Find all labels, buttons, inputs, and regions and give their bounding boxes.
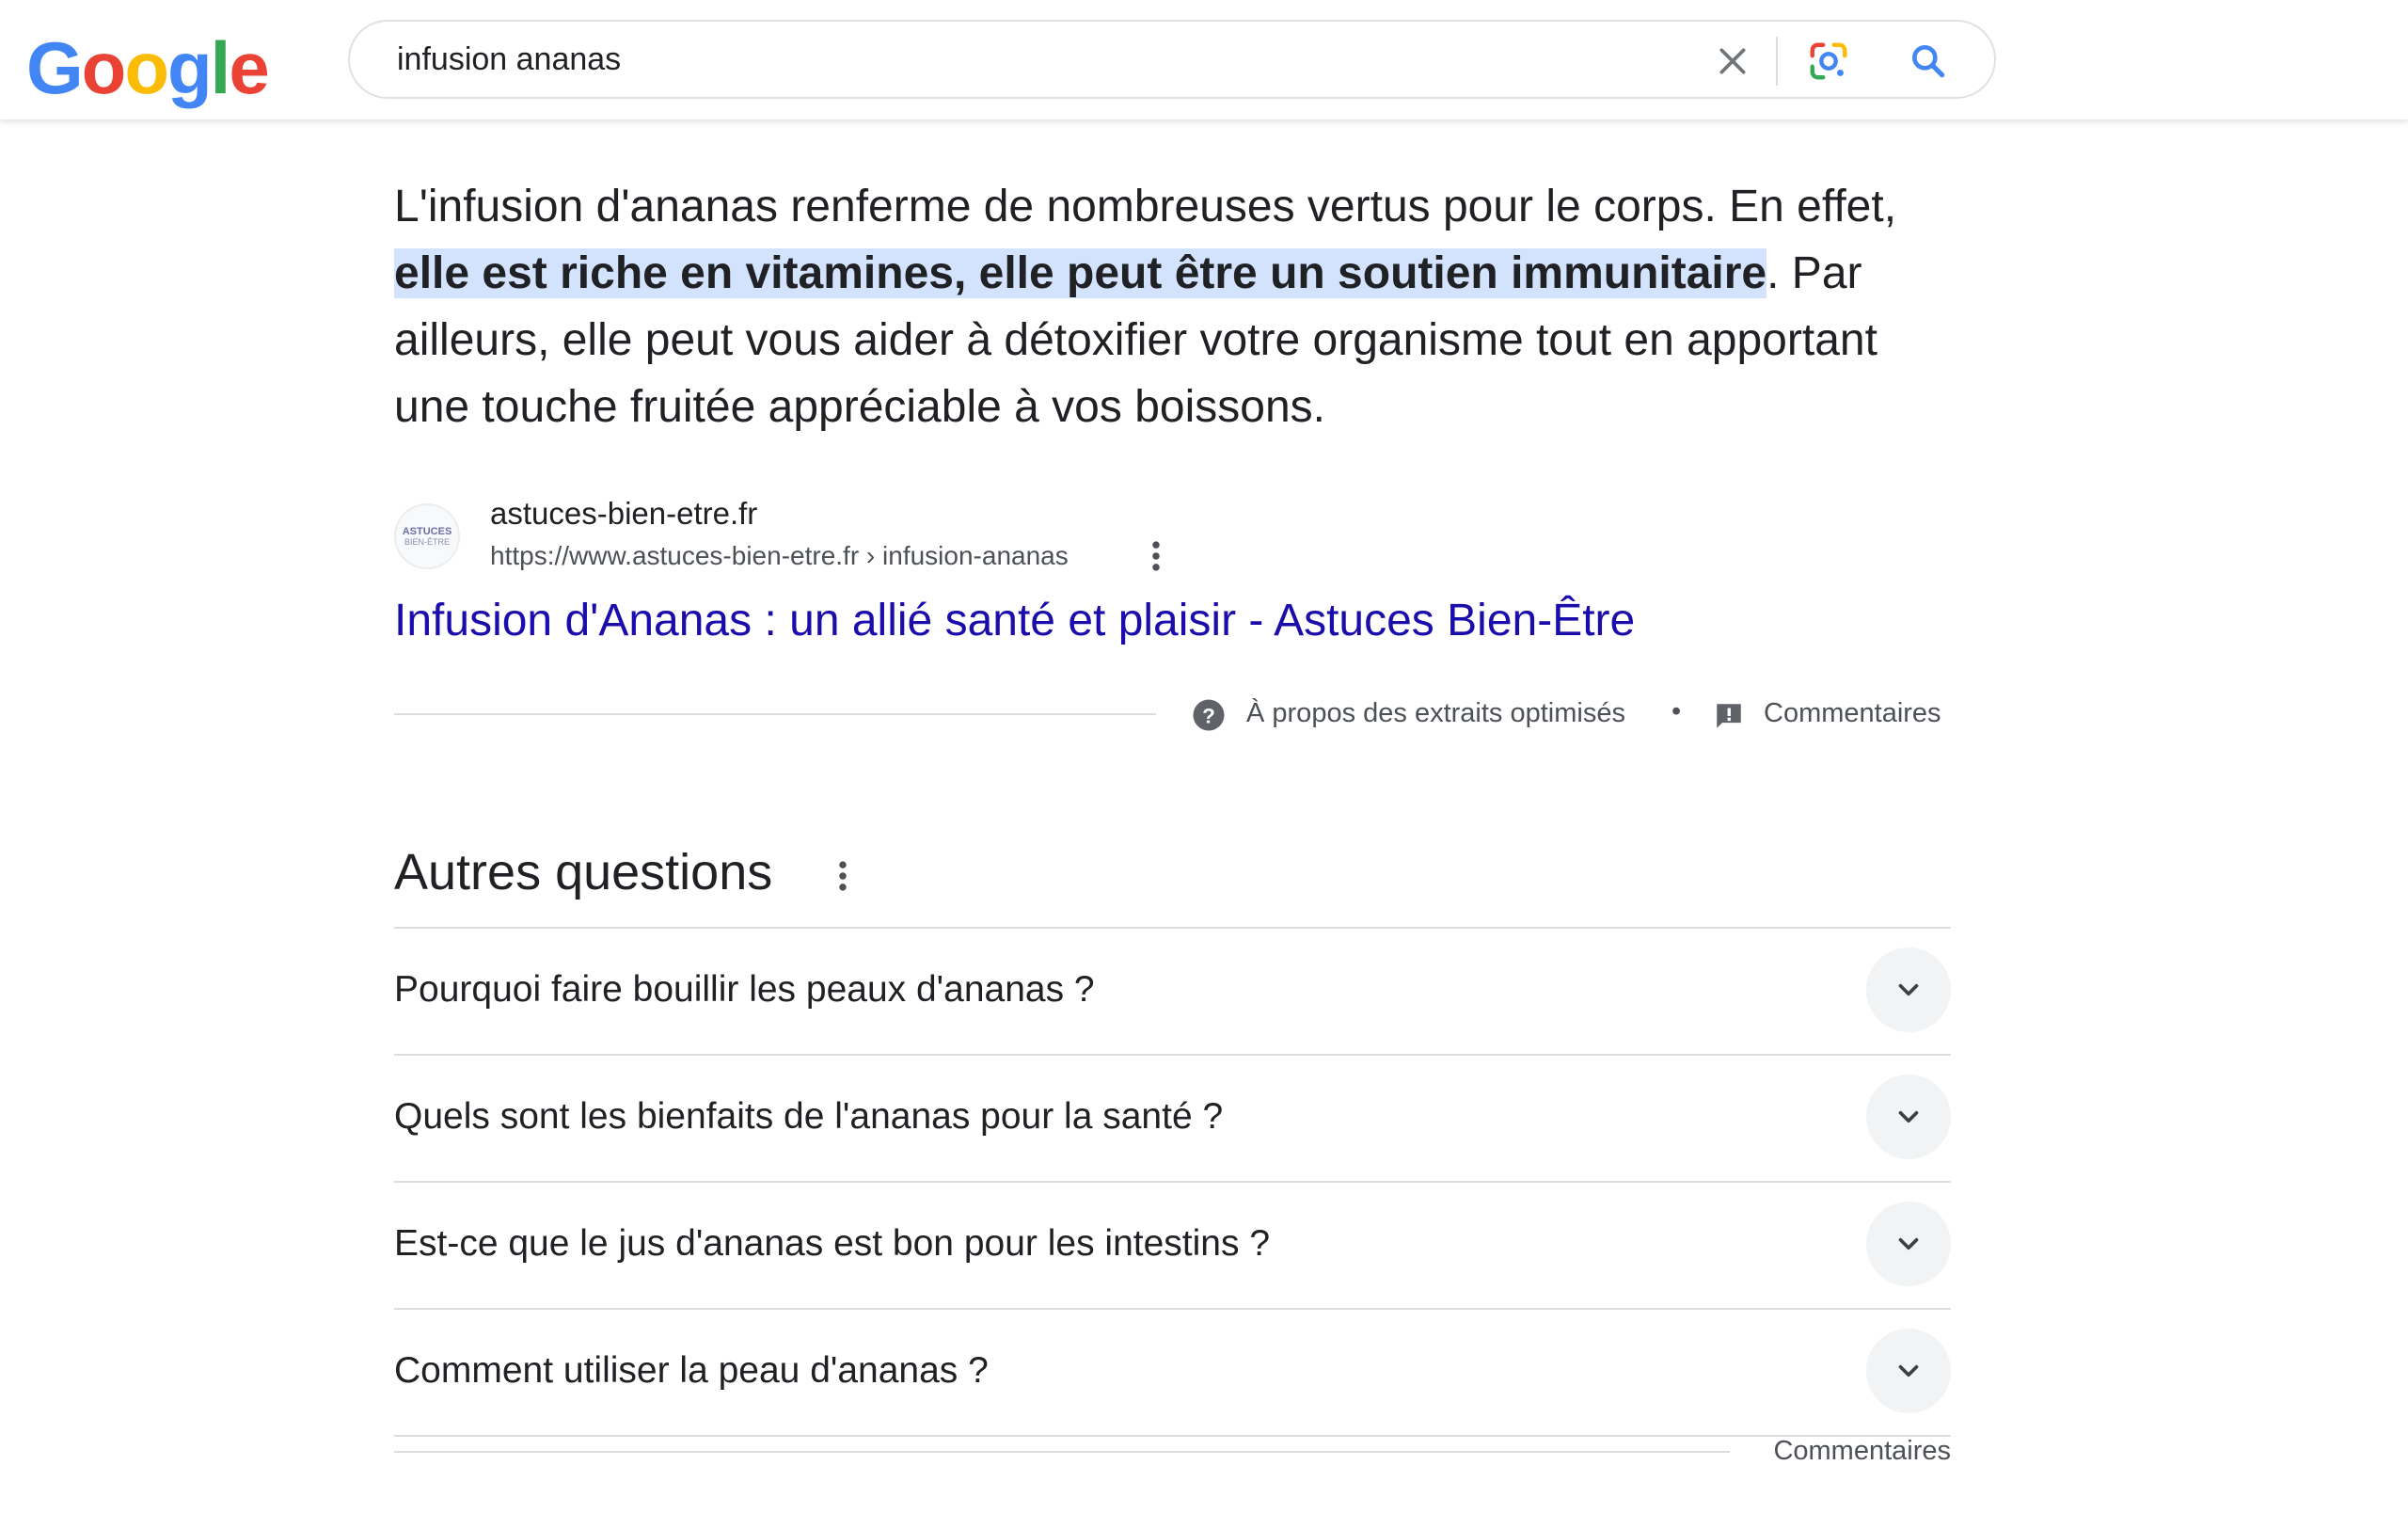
paa-footer — [394, 1432, 1951, 1470]
paa-question-text: Comment utiliser la peau d'ananas ? — [394, 1350, 989, 1391]
more-vert-icon — [1150, 540, 1162, 572]
paa-title: Autres questions — [394, 844, 773, 900]
logo-letter: g — [166, 26, 211, 109]
top-bar — [0, 0, 2408, 119]
logo-letter: o — [81, 26, 125, 109]
search-box — [348, 20, 1996, 99]
footer-divider — [394, 713, 1156, 715]
about-snippets-link[interactable]: À propos des extraits optimisés — [1246, 698, 1625, 728]
close-icon — [1714, 42, 1751, 80]
chevron-down-icon — [1893, 974, 1925, 1006]
paa-question[interactable] — [394, 929, 1951, 1056]
svg-text:?: ? — [1202, 704, 1215, 728]
chevron-down-icon — [1893, 1101, 1925, 1133]
separator-dot: • — [1671, 696, 1682, 726]
paa-question-text: Pourquoi faire bouillir les peaux d'ananas ? — [394, 969, 1095, 1010]
snippet-text-before: L'infusion d'ananas renferme de nombreuses vertus pour le corps. En effet, — [394, 182, 1897, 231]
search-button[interactable] — [1898, 31, 1958, 91]
logo-letter: e — [229, 26, 268, 109]
expand-button[interactable] — [1866, 1329, 1951, 1413]
feedback-link[interactable]: Commentaires — [1764, 698, 1941, 728]
paa-question[interactable] — [394, 1183, 1951, 1310]
logo-letter: o — [124, 26, 167, 109]
snippet-footer — [394, 694, 1951, 734]
chevron-down-icon — [1893, 1228, 1925, 1260]
site-url[interactable]: https://www.astuces-bien-etre.fr › infusion-ananas — [490, 541, 1069, 570]
logo-letter: G — [26, 26, 82, 109]
paa-list — [394, 927, 1951, 1437]
google-lens-button[interactable] — [1798, 31, 1859, 91]
site-favicon — [394, 503, 460, 569]
search-input[interactable] — [397, 35, 1620, 84]
paa-question-text: Quels sont les bienfaits de l'ananas pour la santé ? — [394, 1096, 1224, 1137]
paa-feedback-link[interactable]: Commentaires — [1773, 1436, 1951, 1466]
clear-search-button[interactable] — [1703, 31, 1763, 91]
expand-button[interactable] — [1866, 1202, 1951, 1286]
favicon-text: ASTUCES — [402, 526, 452, 537]
paa-question[interactable] — [394, 1310, 1951, 1437]
featured-snippet-text — [394, 173, 1951, 440]
paa-footer-divider — [394, 1451, 1730, 1453]
feedback-icon[interactable] — [1713, 700, 1745, 732]
logo-letter: l — [210, 26, 230, 109]
snippet-text-after: . Par ailleurs, elle peut vous aider à détoxifier votre organisme tout en apportant une touche fruitée appréciable à vos boissons. — [394, 248, 1877, 432]
more-vert-icon — [837, 860, 848, 892]
google-logo[interactable] — [26, 21, 268, 115]
help-icon[interactable] — [1192, 698, 1226, 732]
google-lens-icon — [1807, 40, 1850, 83]
site-name[interactable]: astuces-bien-etre.fr — [490, 496, 758, 531]
result-options-button[interactable] — [1137, 535, 1175, 577]
snippet-highlight: elle est riche en vitamines, elle peut être un soutien immunitaire — [394, 248, 1767, 298]
snippet-source[interactable] — [394, 494, 1617, 579]
result-title-link[interactable]: Infusion d'Ananas : un allié santé et plaisir - Astuces Bien-Être — [394, 596, 1636, 645]
expand-button[interactable] — [1866, 1075, 1951, 1159]
paa-options-button[interactable] — [826, 852, 860, 900]
search-divider — [1776, 37, 1778, 86]
favicon-text: BIEN-ÊTRE — [404, 537, 450, 547]
search-icon — [1908, 40, 1949, 82]
expand-button[interactable] — [1866, 948, 1951, 1032]
paa-question[interactable] — [394, 1056, 1951, 1183]
chevron-down-icon — [1893, 1355, 1925, 1387]
paa-question-text: Est-ce que le jus d'ananas est bon pour les intestins ? — [394, 1223, 1271, 1264]
